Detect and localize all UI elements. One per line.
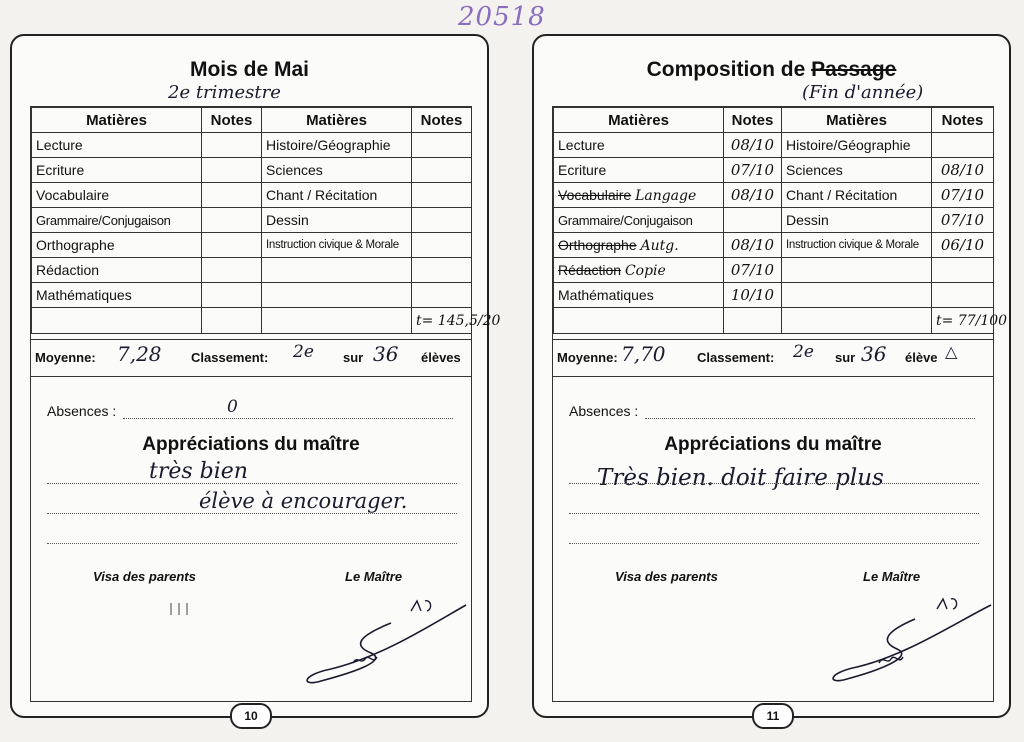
parents-visa-label: Visa des parents	[93, 569, 196, 584]
total-row	[554, 308, 994, 334]
subject-cell: Dessin	[262, 208, 412, 233]
table-row	[32, 183, 472, 208]
subject-cell: Rédaction	[32, 258, 202, 283]
subject-cell: Grammaire/Conjugaison	[554, 208, 724, 233]
appreciation-line	[569, 483, 979, 484]
handwritten-total: t= 77/100	[932, 308, 994, 334]
grade-cell	[202, 258, 262, 283]
grade-cell	[412, 158, 472, 183]
subjects-header: Matières	[32, 108, 202, 133]
grade-cell: 08/10	[724, 233, 782, 258]
pupils-label: élèves	[421, 350, 461, 365]
notes-header: Notes	[724, 108, 782, 133]
archive-number-stamp: 20518	[458, 2, 546, 32]
subject-cell: Instruction civique & Morale	[262, 233, 412, 258]
handwritten-trimester: 2e trimestre	[168, 82, 281, 103]
subject-struck: Orthographe	[558, 236, 637, 253]
table-row	[554, 258, 994, 283]
grade-cell	[412, 283, 472, 308]
handwritten-appreciation-2: élève à encourager.	[199, 489, 408, 513]
table-row	[32, 258, 472, 283]
table-row	[32, 158, 472, 183]
handwritten-year-end: (Fin d'année)	[802, 82, 924, 103]
grade-cell: 06/10	[932, 233, 994, 258]
grade-cell	[412, 208, 472, 233]
handwritten-class-size: 36	[861, 342, 887, 366]
grade-cell	[412, 258, 472, 283]
grade-cell	[202, 133, 262, 158]
table-row	[32, 283, 472, 308]
triangle-mark: △	[945, 342, 958, 361]
handwritten-class-size: 36	[373, 342, 399, 366]
appreciation-line	[47, 543, 457, 544]
handwritten-subject: Autg.	[640, 237, 679, 254]
subject-cell: Vocabulaire	[32, 183, 202, 208]
report-card-frame	[30, 106, 501, 702]
handwritten-average: 7,28	[117, 342, 162, 366]
subject-struck: Rédaction	[558, 261, 622, 278]
grade-cell	[202, 158, 262, 183]
handwritten-appreciation-1: Très bien. doit faire plus	[597, 465, 884, 491]
subject-cell	[782, 258, 932, 283]
grade-cell: 07/10	[932, 208, 994, 233]
average-label: Moyenne:	[557, 350, 618, 365]
table-row	[554, 133, 994, 158]
page-number: 10	[230, 703, 272, 729]
handwritten-total: t= 145,5/20	[412, 308, 472, 334]
rank-label: Classement:	[191, 350, 269, 365]
absences-label: Absences :	[47, 403, 117, 419]
subject-cell: Orthographe	[32, 233, 202, 258]
page-title-struck: Passage	[811, 58, 897, 81]
subject-cell: Histoire/Géographie	[782, 133, 932, 158]
absences-label: Absences :	[569, 403, 639, 419]
page-number: 11	[752, 703, 794, 729]
subject-cell	[554, 233, 724, 258]
appreciation-line	[47, 513, 457, 514]
handwritten-appreciation-1: très bien	[149, 459, 248, 484]
subject-cell: Histoire/Géographie	[262, 133, 412, 158]
parents-visa-label: Visa des parents	[615, 569, 718, 584]
average-label: Moyenne:	[35, 350, 96, 365]
appreciation-line	[569, 513, 979, 514]
notes-header: Notes	[932, 108, 994, 133]
notes-header: Notes	[202, 108, 262, 133]
subject-cell: Instruction civique & Morale	[782, 233, 932, 258]
grade-cell	[932, 283, 994, 308]
subject-struck: Vocabulaire	[558, 186, 632, 203]
table-row	[32, 133, 472, 158]
report-card-frame	[552, 106, 1008, 702]
subject-cell: Ecriture	[554, 158, 724, 183]
subject-cell: Chant / Récitation	[782, 183, 932, 208]
handwritten-subject: Langage	[635, 187, 697, 204]
grade-cell	[412, 233, 472, 258]
grade-cell	[412, 133, 472, 158]
grade-cell	[932, 258, 994, 283]
table-row	[32, 233, 472, 258]
appreciations-title: Appréciations du maître	[664, 434, 882, 455]
average-rank-line	[31, 339, 471, 377]
handwritten-rank: 2e	[293, 342, 314, 362]
pupils-label: élève	[905, 350, 938, 365]
page-title	[534, 58, 1009, 82]
grade-cell: 10/10	[724, 283, 782, 308]
grades-header-row	[554, 108, 994, 133]
grade-cell: 07/10	[724, 158, 782, 183]
out-of-label: sur	[835, 350, 856, 365]
teacher-label: Le Maître	[863, 569, 921, 584]
subject-cell: Lecture	[554, 133, 724, 158]
page-title: Mois de Mai	[189, 58, 310, 81]
parents-initials-mark	[165, 597, 205, 619]
table-row	[554, 233, 994, 258]
grades-header-row	[32, 108, 472, 133]
grade-cell: 07/10	[932, 183, 994, 208]
table-row	[554, 183, 994, 208]
teacher-label: Le Maître	[345, 569, 403, 584]
subject-cell: Dessin	[782, 208, 932, 233]
subject-cell	[262, 258, 412, 283]
subject-cell: Lecture	[32, 133, 202, 158]
table-row	[554, 208, 994, 233]
subject-cell	[262, 283, 412, 308]
handwritten-absences: 0	[227, 397, 238, 417]
grade-cell	[202, 208, 262, 233]
average-rank-line	[553, 339, 993, 377]
grade-cell: 07/10	[724, 258, 782, 283]
subject-cell	[554, 183, 724, 208]
total-row	[32, 308, 472, 334]
grade-cell	[932, 133, 994, 158]
handwritten-rank: 2e	[793, 342, 814, 362]
subjects-header: Matières	[554, 108, 724, 133]
subject-cell: Sciences	[262, 158, 412, 183]
page-title-main: Composition de	[646, 58, 812, 81]
teacher-signature	[281, 595, 471, 695]
grade-cell: 08/10	[932, 158, 994, 183]
out-of-label: sur	[343, 350, 364, 365]
notes-header: Notes	[412, 108, 472, 133]
table-row	[554, 283, 994, 308]
handwritten-average: 7,70	[621, 342, 666, 366]
grade-cell	[202, 183, 262, 208]
appreciation-line	[47, 483, 457, 484]
subject-cell: Grammaire/Conjugaison	[32, 208, 202, 233]
subjects-header: Matières	[782, 108, 932, 133]
subject-cell: Sciences	[782, 158, 932, 183]
grade-cell	[202, 283, 262, 308]
absences-line	[645, 418, 975, 419]
appreciations-title: Appréciations du maître	[142, 434, 360, 455]
grade-cell	[724, 208, 782, 233]
rank-label: Classement:	[697, 350, 775, 365]
teacher-signature	[815, 593, 993, 693]
report-page-final-exam	[532, 34, 1011, 723]
grades-table	[31, 107, 501, 334]
subject-cell: Ecriture	[32, 158, 202, 183]
grade-cell: 08/10	[724, 133, 782, 158]
table-row	[554, 158, 994, 183]
table-row	[32, 208, 472, 233]
grade-cell	[412, 183, 472, 208]
subject-cell	[554, 258, 724, 283]
subject-cell	[782, 283, 932, 308]
subject-cell: Mathématiques	[32, 283, 202, 308]
absences-line	[123, 418, 453, 419]
grades-table	[553, 107, 1008, 334]
grade-cell	[202, 233, 262, 258]
appreciation-line	[569, 543, 979, 544]
subject-cell: Mathématiques	[554, 283, 724, 308]
handwritten-subject: Copie	[624, 262, 666, 279]
report-page-may	[10, 34, 501, 723]
subject-cell: Chant / Récitation	[262, 183, 412, 208]
grade-cell: 08/10	[724, 183, 782, 208]
subjects-header: Matières	[262, 108, 412, 133]
